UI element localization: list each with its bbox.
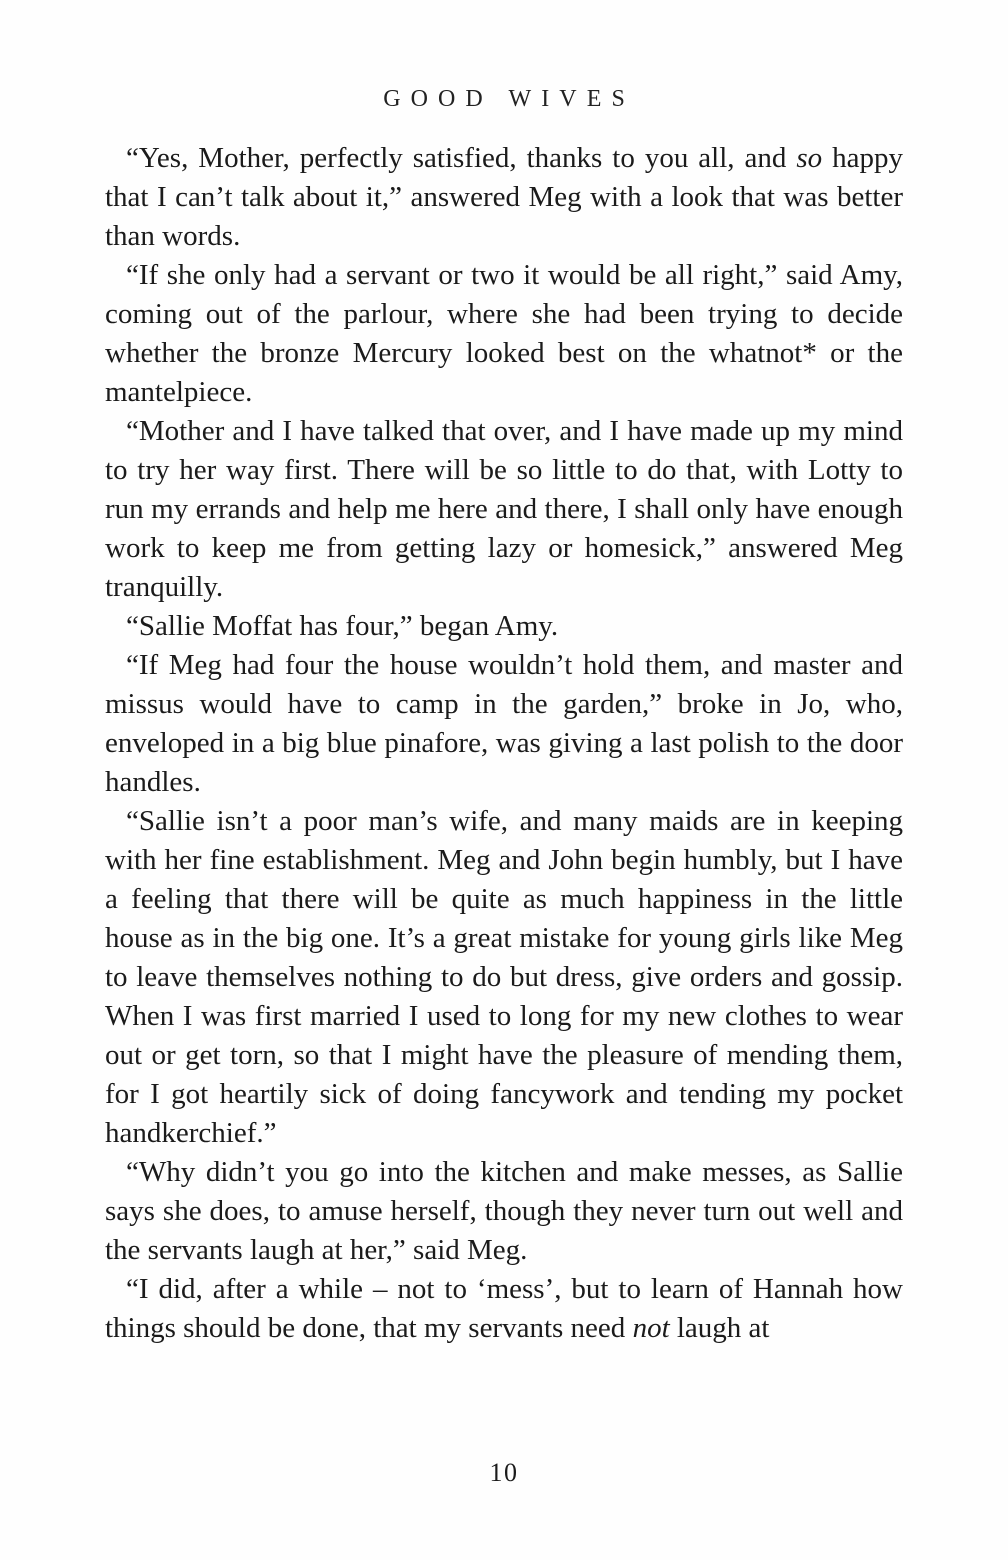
text-run: “Sallie Moffat has four,” began Amy. xyxy=(126,610,559,642)
paragraph xyxy=(105,139,903,256)
paragraph xyxy=(105,256,903,412)
body-text xyxy=(105,139,903,1348)
text-run: “Yes, Mother, perfectly satisfied, thanks to you all, and xyxy=(126,142,797,174)
paragraph xyxy=(105,607,903,646)
page-number: 10 xyxy=(489,1458,519,1487)
text-run: “Mother and I have talked that over, and I have made up my mind to try her way first. There will be so little to do that, with Lotty to run my errands and help me here and there, I shall only have enough work to keep me from getting lazy or homesick,” answered Meg tranquilly. xyxy=(105,415,903,603)
paragraph xyxy=(105,1153,903,1270)
paragraph xyxy=(105,412,903,607)
italic-run: so xyxy=(796,142,823,174)
paragraph xyxy=(105,802,903,1153)
text-run: “If she only had a servant or two it would be all right,” said Amy, coming out of the parlour, where she had been trying to decide whether the bronze Mercury looked best on the whatnot* or the mantelpiece. xyxy=(105,259,903,408)
text-run: “I did, after a while – not to ‘mess’, but to learn of Hannah how things should be done, that my servants need xyxy=(105,1273,903,1344)
text-run: “If Meg had four the house wouldn’t hold them, and master and missus would have to camp in the garden,” broke in Jo, who, enveloped in a big blue pinafore, was giving a last polish to the door handles. xyxy=(105,649,903,798)
running-header: GOOD WIVES xyxy=(383,86,635,112)
text-run: “Sallie isn’t a poor man’s wife, and many maids are in keeping with her fine establishment. Meg and John begin humbly, but I have a feeling that there will be quite as much happiness in the little house as in the big one. It’s a great mistake for young girls like Meg to leave themselves nothing to do but dress, give orders and gossip. When I was first married I used to long for my new clothes to wear out or get torn, so that I might have the pleasure of mending them, for I got heartily sick of doing fancywork and tending my pocket handkerchief.” xyxy=(105,805,903,1149)
text-run: “Why didn’t you go into the kitchen and make messes, as Sallie says she does, to amuse herself, though they never turn out well and the servants laugh at her,” said Meg. xyxy=(105,1156,903,1266)
italic-run: not xyxy=(632,1312,670,1344)
text-run: happy that I can’t talk about it,” answered Meg with a look that was better than words. xyxy=(105,142,903,252)
paragraph xyxy=(105,646,903,802)
text-run: laugh at xyxy=(669,1312,770,1344)
paragraph xyxy=(105,1270,903,1348)
